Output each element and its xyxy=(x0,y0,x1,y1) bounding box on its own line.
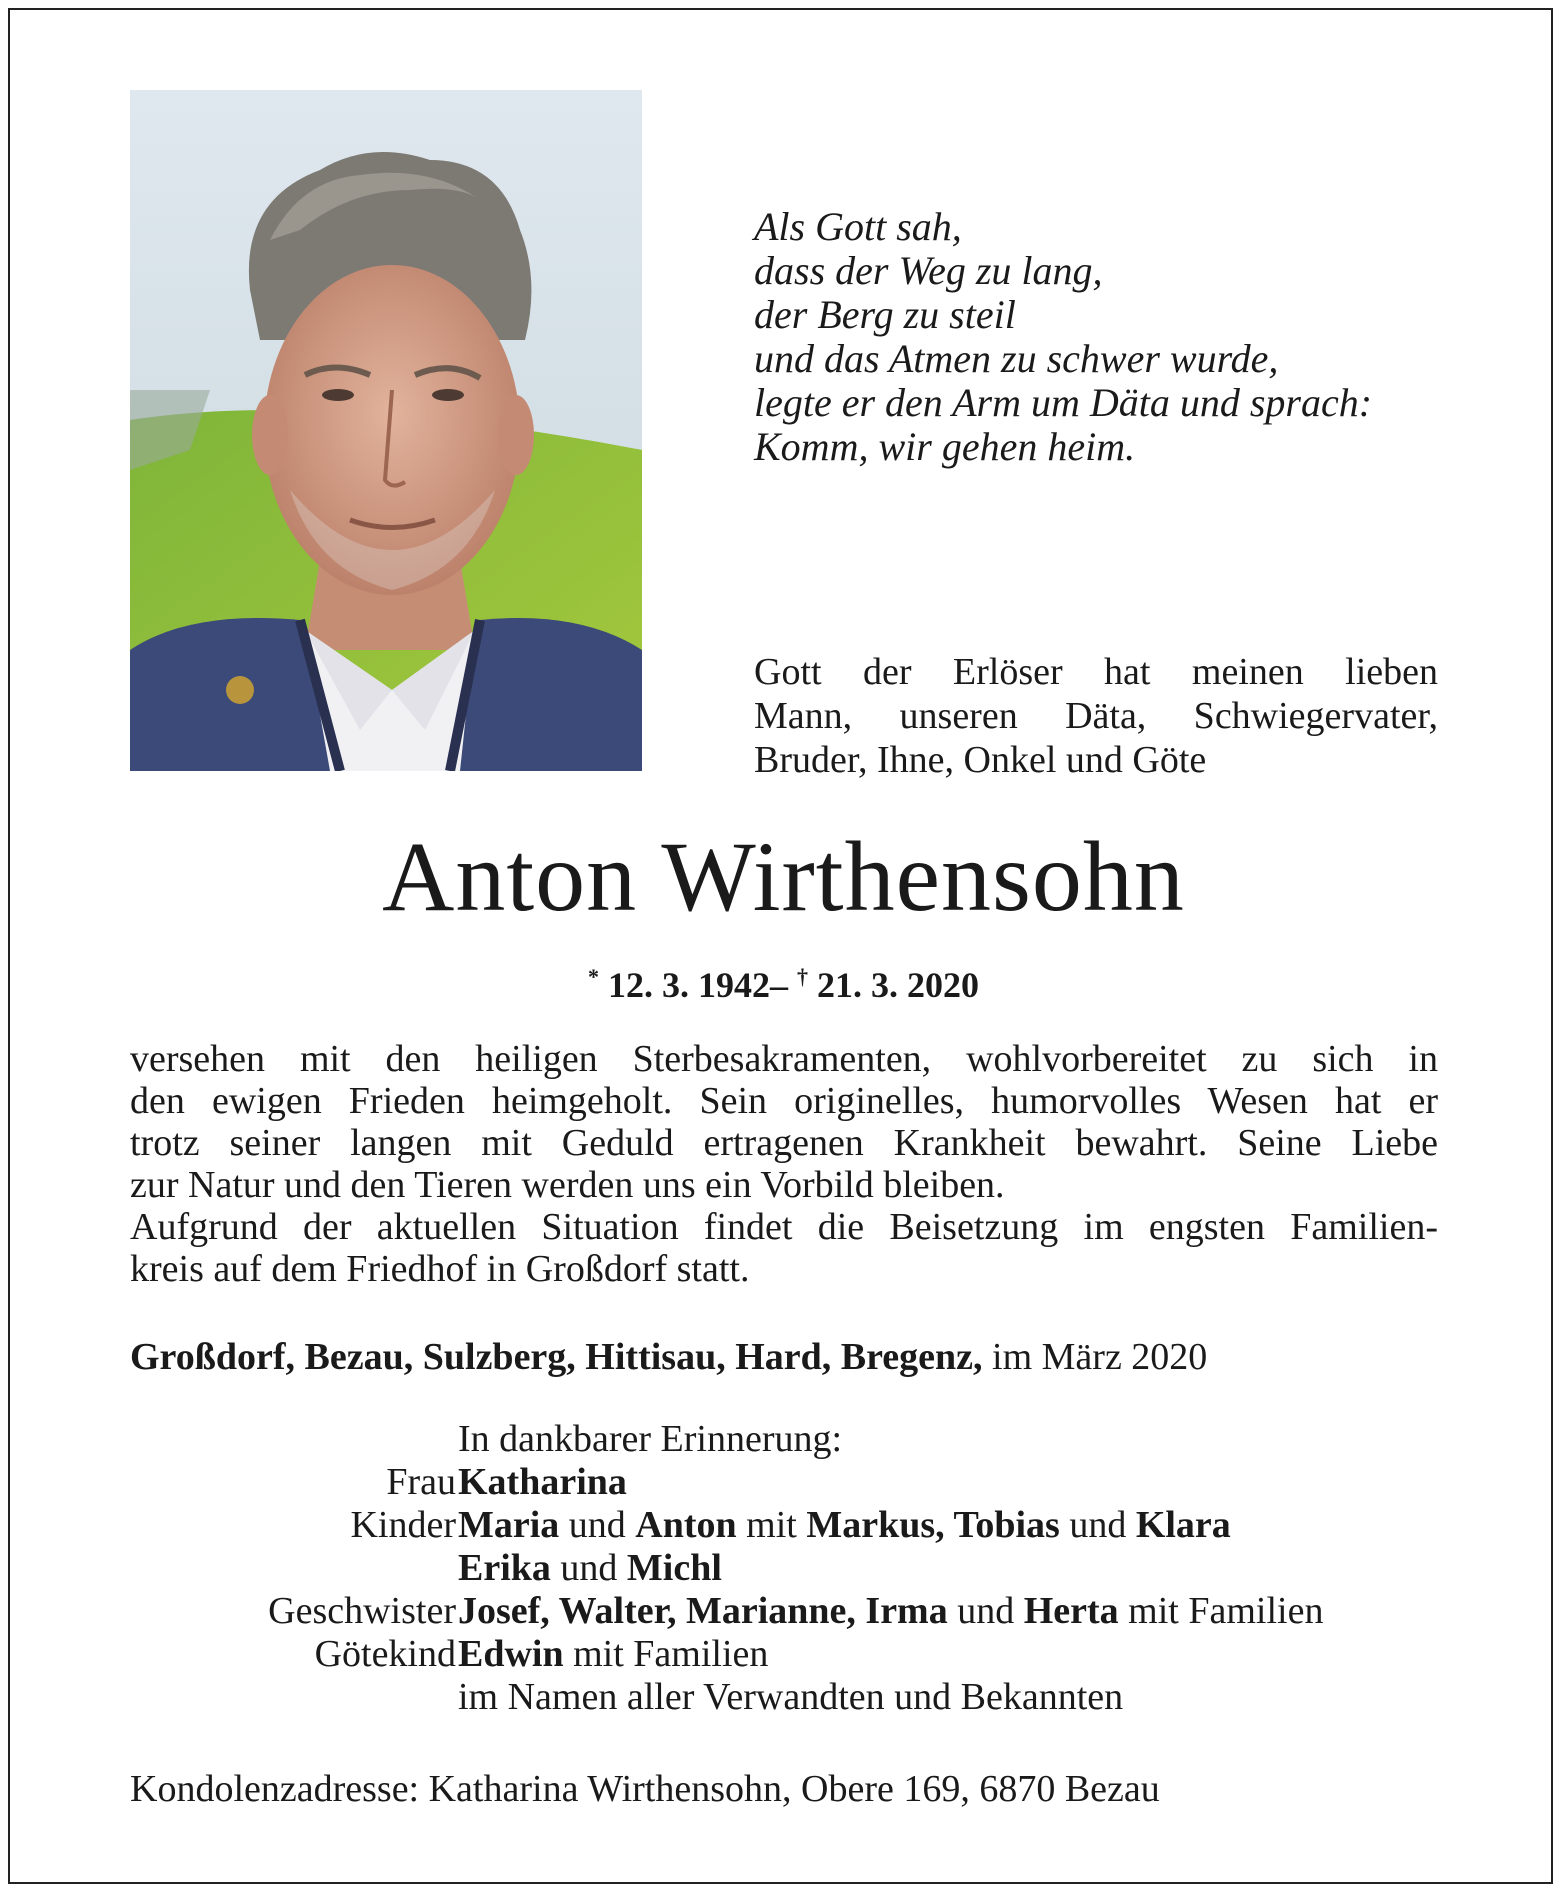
intro-text xyxy=(754,650,1438,782)
family-member-name: Edwin xyxy=(458,1633,564,1675)
family-member-name: Klara xyxy=(1135,1504,1231,1546)
family-row xyxy=(130,1633,1440,1676)
family-role xyxy=(130,1547,458,1590)
birth-date: 12. 3. 1942 xyxy=(608,965,770,1005)
body-line: Aufgrund der aktuellen Situation findet die Beisetzung im engsten Familien- xyxy=(130,1206,1438,1248)
family-role: Frau xyxy=(386,1461,456,1503)
family-role: Geschwister xyxy=(268,1590,456,1632)
family-role xyxy=(130,1676,458,1719)
family-row xyxy=(130,1590,1440,1633)
poem xyxy=(754,205,1372,469)
obituary-body xyxy=(130,1038,1438,1290)
poem-line: dass der Weg zu lang, xyxy=(754,248,1103,293)
family-member-name: Michl xyxy=(626,1547,722,1589)
intro-line: Gott der Erlöser hat meinen lieben xyxy=(754,651,1438,693)
poem-line: der Berg zu steil xyxy=(754,292,1016,337)
family-member-name: Maria xyxy=(458,1504,560,1546)
date-separator: – xyxy=(770,965,788,1005)
family-member-name: Katharina xyxy=(458,1461,627,1503)
family-role: Götekind xyxy=(314,1633,456,1675)
family-names: Edwin mit Familien xyxy=(458,1633,769,1675)
body-line: den ewigen Frieden heimgeholt. Sein originelles, humorvolles Wesen hat er xyxy=(130,1080,1438,1122)
family-row xyxy=(130,1676,1440,1719)
poem-line: legte er den Arm um Däta und sprach: xyxy=(754,380,1373,425)
body-line: versehen mit den heiligen Sterbesakramenten, wohlvorbereitet zu sich in xyxy=(130,1038,1438,1080)
intro-line: Mann, unseren Däta, Schwiegervater, xyxy=(754,695,1438,737)
body-line: zur Natur und den Tieren werden uns ein Vorbild bleiben. xyxy=(130,1164,1005,1206)
intro-line: Bruder, Ihne, Onkel und Göte xyxy=(754,739,1207,781)
family-role: Kinder xyxy=(350,1504,456,1546)
portrait-photo-icon xyxy=(130,90,642,771)
places-date: im März 2020 xyxy=(992,1336,1208,1378)
condolence-address: Kondolenzadresse: Katharina Wirthensohn, Obere 169, 6870 Bezau xyxy=(130,1768,1160,1810)
family-names xyxy=(458,1461,627,1504)
life-dates xyxy=(0,955,1567,1007)
family-names: Erika und Michl xyxy=(458,1547,722,1589)
family-names: im Namen aller Verwandten und Bekannten xyxy=(458,1676,1124,1718)
family-heading: In dankbarer Erinnerung: xyxy=(458,1418,843,1460)
birth-symbol: * xyxy=(588,964,599,989)
family-list xyxy=(130,1418,1440,1719)
places-list: Großdorf, Bezau, Sulzberg, Hittisau, Hard, Bregenz, xyxy=(130,1336,983,1378)
family-member-name: Herta xyxy=(1023,1590,1119,1632)
deceased-name: Anton Wirthensohn xyxy=(382,821,1185,932)
poem-line: Komm, wir gehen heim. xyxy=(754,424,1136,469)
body-line: trotz seiner langen mit Geduld ertragenen Krankheit bewahrt. Seine Liebe xyxy=(130,1122,1438,1164)
family-member-name: Erika xyxy=(458,1547,551,1589)
family-row xyxy=(130,1547,1440,1590)
family-names: Josef, Walter, Marianne, Irma und Herta mit Familien xyxy=(458,1590,1324,1632)
body-line: kreis auf dem Friedhof in Großdorf statt. xyxy=(130,1248,750,1290)
family-member-name: Josef, Walter, Marianne, Irma xyxy=(458,1590,948,1632)
family-row xyxy=(130,1504,1440,1547)
family-heading-row xyxy=(130,1418,1440,1461)
family-member-name: Anton xyxy=(635,1504,737,1546)
family-row xyxy=(130,1461,1440,1504)
death-symbol: † xyxy=(797,964,808,989)
poem-line: Als Gott sah, xyxy=(754,204,962,249)
portrait-photo xyxy=(130,90,642,771)
family-names: Maria und Anton mit Markus, Tobias und Klara xyxy=(458,1504,1231,1546)
death-date: 21. 3. 2020 xyxy=(817,965,979,1005)
poem-line: und das Atmen zu schwer wurde, xyxy=(754,336,1279,381)
places-line xyxy=(130,1335,1207,1379)
family-member-name: Markus, Tobias xyxy=(806,1504,1060,1546)
